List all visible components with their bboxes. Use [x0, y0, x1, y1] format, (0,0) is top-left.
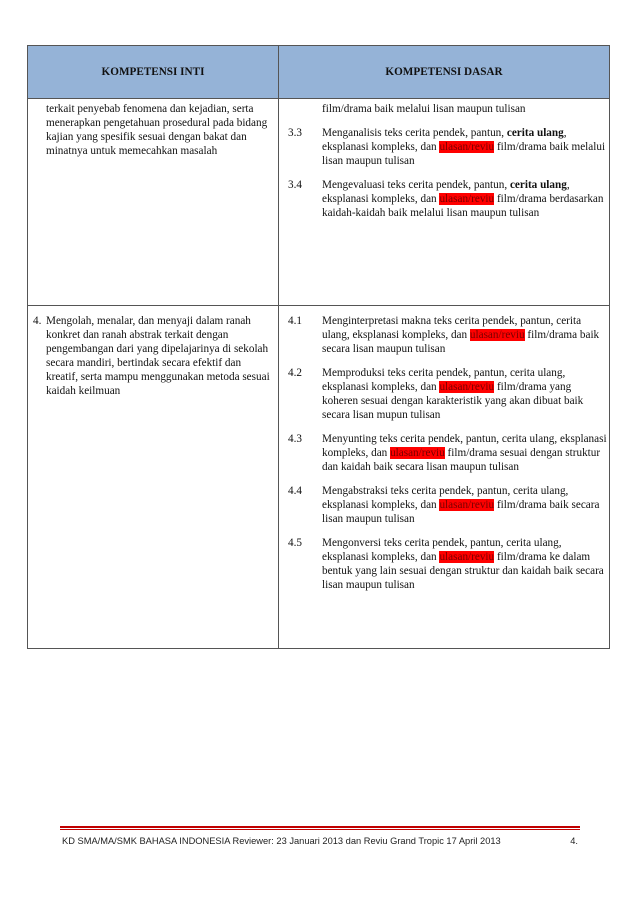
kd-item: 4.1 Menginterpretasi makna teks cerita pendek, pantun, cerita ulang, eksplanasi kompleks, dan ulasan/reviu film/drama baik secara lisan maupun tulisan [288, 315, 600, 355]
highlight-mark: ulasan/reviu [469, 329, 525, 341]
kd-continuation: film/drama baik melalui lisan maupun tulisan [322, 103, 526, 115]
ki-cell [28, 99, 279, 306]
page-number: 4. [570, 836, 578, 846]
table-header-row [28, 46, 610, 99]
footer-text: KD SMA/MA/SMK BAHASA INDONESIA Reviewer: 23 Januari 2013 dan Reviu Grand Tropic 17 April 2013 [62, 836, 501, 846]
highlight-mark: ulasan/reviu [439, 141, 495, 153]
highlight-mark: ulasan/reviu [390, 447, 445, 459]
kd-cell [279, 99, 610, 306]
kd-item: 3.3 Menganalisis teks cerita pendek, pantun, cerita ulang, eksplanasi kompleks, dan ulasan/reviu film/drama baik melalui lisan maupun tulisan [288, 127, 606, 167]
kd-item: 4.3 Menyunting teks cerita pendek, pantun, cerita ulang, eksplanasi kompleks, dan ulasan/reviu film/drama sesuai dengan struktur dan kaidah baik secara lisan maupun tulisan [288, 433, 607, 473]
header-kompetensi-inti: KOMPETENSI INTI [28, 46, 279, 99]
page-footer [62, 836, 582, 846]
header-kompetensi-dasar: KOMPETENSI DASAR [279, 46, 610, 99]
competency-table [27, 45, 610, 649]
highlight-mark: ulasan/reviu [439, 499, 495, 511]
kd-item: 4.4 Mengabstraksi teks cerita pendek, pantun, cerita ulang, eksplanasi kompleks, dan ulasan/reviu film/drama baik secara lisan maupun tulisan [288, 485, 600, 525]
footer-rule-thin [60, 829, 580, 830]
table-row [28, 99, 610, 306]
highlight-mark: ulasan/reviu [439, 551, 495, 563]
kd-item: 3.4 Mengevaluasi teks cerita pendek, pantun, cerita ulang, eksplanasi kompleks, dan ulasan/reviu film/drama berdasarkan kaidah-kaidah baik melalui lisan maupun tulisan [288, 179, 604, 219]
kd-item: 4.5 Mengonversi teks cerita pendek, pantun, cerita ulang, eksplanasi kompleks, dan ulasan/reviu film/drama ke dalam bentuk yang lain sesuai dengan struktur dan kaidah baik secara lisan maupun tulisan [288, 537, 604, 591]
table-row [28, 306, 610, 649]
kd-cell [279, 306, 610, 649]
kd-item: 4.2 Memproduksi teks cerita pendek, pantun, cerita ulang, eksplanasi kompleks, dan ulasan/reviu film/drama yang koheren sesuai dengan karakteristik yang akan dibuat baik secara lisan mupun tulisan [288, 367, 584, 421]
highlight-mark: ulasan/reviu [439, 381, 495, 393]
highlight-mark: ulasan/reviu [439, 193, 495, 205]
ki-cell [28, 306, 279, 649]
ki-continuation-text: terkait penyebab fenomena dan kejadian, serta menerapkan pengetahuan prosedural pada bidang kajian yang spesifik sesuai dengan bakat dan minatnya untuk memecahkan masalah [46, 103, 268, 157]
ki-item-4: 4. Mengolah, menalar, dan menyaji dalam ranah konkret dan ranah abstrak terkait dengan pengembangan dari yang dipelajarinya di sekolah secara mandiri, bertindak secara efektif dan kreatif, serta mampu menggunakan metoda sesuai kaidah keilmuan [33, 315, 270, 397]
footer-rule [60, 826, 580, 828]
